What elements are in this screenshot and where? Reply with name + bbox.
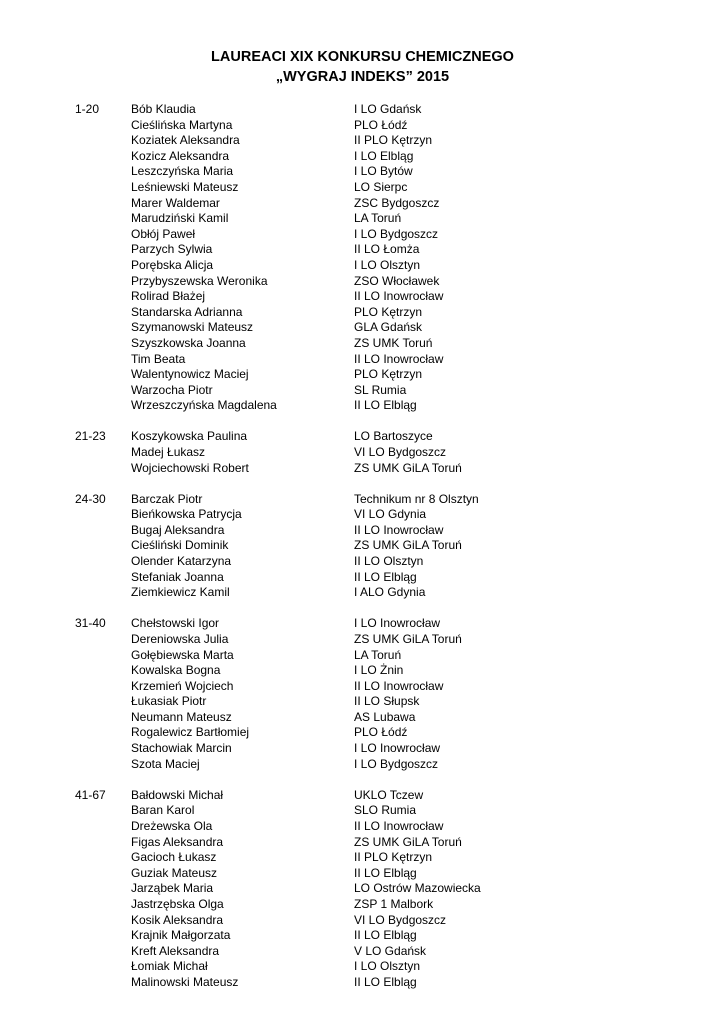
laureate-row (75, 445, 675, 461)
laureate-row (75, 632, 675, 648)
laureate-name: Rogalewicz Bartłomiej (131, 725, 250, 740)
laureate-name: Leśniewski Mateusz (131, 179, 239, 194)
laureate-row (75, 554, 675, 570)
laureate-name: Warzocha Piotr (131, 382, 213, 397)
laureate-school: I LO Olsztyn (354, 959, 421, 974)
rank-range (75, 211, 131, 227)
laureate-row (75, 725, 675, 741)
laureate-name: Przybyszewska Weronika (131, 273, 268, 288)
laureate-school: LA Toruń (354, 647, 402, 662)
laureate-name: Koziatek Aleksandra (131, 133, 240, 148)
laureate-school: LO Sierpc (354, 179, 408, 194)
laureate-name: Kosik Aleksandra (131, 912, 224, 927)
laureate-school: V LO Gdańsk (354, 943, 427, 958)
rank-group (75, 429, 675, 476)
rank-range: 31-40 (75, 616, 106, 631)
laureate-school: II LO Elbląg (354, 974, 417, 989)
laureate-school: II PLO Kętrzyn (354, 133, 433, 148)
rank-range: 21-23 (75, 429, 106, 444)
rank-range (75, 258, 131, 274)
rank-range (75, 881, 131, 897)
laureate-row (75, 305, 675, 321)
laureate-school: I LO Bydgoszcz (354, 226, 439, 241)
laureate-name: Stachowiak Marcin (131, 741, 232, 756)
laureate-name: Szyszkowska Joanna (131, 335, 246, 350)
rank-range (75, 274, 131, 290)
rank-group (75, 102, 675, 414)
laureate-row (75, 679, 675, 695)
laureate-school: I LO Olsztyn (354, 257, 421, 272)
laureate-row (75, 913, 675, 929)
laureate-row (75, 383, 675, 399)
laureate-name: Madej Łukasz (131, 444, 206, 459)
laureate-school: ZS UMK Toruń (354, 335, 433, 350)
laureate-name: Kreft Aleksandra (131, 943, 220, 958)
rank-range: 41-67 (75, 787, 106, 802)
rank-range (75, 975, 131, 991)
laureate-name: Bałdowski Michał (131, 787, 224, 802)
laureate-name: Koszykowska Paulina (131, 429, 248, 444)
laureate-school: VI LO Gdynia (354, 507, 427, 522)
laureate-name: Marudziński Kamil (131, 211, 229, 226)
laureate-school: AS Lubawa (354, 709, 416, 724)
laureate-school: LO Bartoszyce (354, 429, 433, 444)
laureate-row (75, 975, 675, 991)
laureate-name: Rolirad Błażej (131, 289, 206, 304)
laureate-name: Szymanowski Mateusz (131, 320, 254, 335)
document-title-line1: LAUREACI XIX KONKURSU CHEMICZNEGO (211, 49, 514, 65)
laureate-name: Krajnik Małgorzata (131, 928, 231, 943)
laureate-name: Kozicz Aleksandra (131, 148, 230, 163)
laureate-name: Porębska Alicja (131, 257, 214, 272)
laureate-row (75, 616, 675, 632)
rank-range (75, 445, 131, 461)
laureate-school: ZS UMK GiLA Toruń (354, 538, 462, 553)
laureate-row (75, 118, 675, 134)
rank-range (75, 461, 131, 477)
laureate-school: I LO Bytów (354, 164, 413, 179)
laureate-row (75, 336, 675, 352)
rank-range (75, 352, 131, 368)
rank-range (75, 570, 131, 586)
laureate-row (75, 492, 675, 508)
rank-range (75, 398, 131, 414)
rank-range (75, 180, 131, 196)
laureate-name: Parzych Sylwia (131, 242, 213, 257)
rank-range (75, 897, 131, 913)
laureate-row (75, 180, 675, 196)
laureate-row (75, 227, 675, 243)
laureate-name: Tim Beata (131, 351, 186, 366)
laureate-school: I LO Żnin (354, 663, 404, 678)
laureate-school: II LO Olsztyn (354, 554, 424, 569)
laureate-name: Szota Maciej (131, 756, 200, 771)
laureate-name: Łukasiak Piotr (131, 694, 207, 709)
rank-group (75, 492, 675, 601)
laureate-school: II LO Inowrocław (354, 818, 444, 833)
laureate-name: Wrzeszczyńska Magdalena (131, 398, 277, 413)
laureate-row (75, 866, 675, 882)
laureate-school: I LO Bydgoszcz (354, 756, 439, 771)
laureate-school: SLO Rumia (354, 803, 417, 818)
rank-range (75, 507, 131, 523)
rank-range (75, 305, 131, 321)
laureate-row (75, 352, 675, 368)
laureate-school: LO Ostrów Mazowiecka (354, 881, 481, 896)
rank-range (75, 196, 131, 212)
laureate-school: ZSC Bydgoszcz (354, 195, 440, 210)
laureate-row (75, 959, 675, 975)
rank-range (75, 866, 131, 882)
laureate-name: Olender Katarzyna (131, 554, 232, 569)
laureate-name: Wojciechowski Robert (131, 460, 249, 475)
rank-range (75, 819, 131, 835)
laureate-row (75, 398, 675, 414)
rank-range (75, 710, 131, 726)
laureate-name: Gołębiewska Marta (131, 647, 234, 662)
laureate-school: I ALO Gdynia (354, 585, 426, 600)
rank-group (75, 788, 675, 991)
rank-range: 1-20 (75, 102, 100, 116)
rank-range (75, 164, 131, 180)
laureate-school: VI LO Bydgoszcz (354, 444, 447, 459)
laureate-school: ZS UMK GiLA Toruń (354, 460, 462, 475)
laureate-row (75, 881, 675, 897)
rank-range (75, 336, 131, 352)
laureate-school: PLO Łódź (354, 725, 408, 740)
laureate-school: GLA Gdańsk (354, 320, 423, 335)
laureate-name: Ziemkiewicz Kamil (131, 585, 230, 600)
laureate-school: II LO Inowrocław (354, 522, 444, 537)
laureate-name: Barczak Piotr (131, 491, 203, 506)
laureate-name: Obłój Paweł (131, 226, 196, 241)
laureate-school: II LO Elbląg (354, 398, 417, 413)
rank-range (75, 227, 131, 243)
laureate-row (75, 835, 675, 851)
laureate-row (75, 850, 675, 866)
laureate-school: II LO Łomża (354, 242, 420, 257)
laureate-name: Cieśliński Dominik (131, 538, 229, 553)
laureate-row (75, 211, 675, 227)
rank-range (75, 149, 131, 165)
rank-range (75, 850, 131, 866)
laureate-school: II LO Elbląg (354, 928, 417, 943)
laureate-name: Łomiak Michał (131, 959, 208, 974)
rank-range (75, 725, 131, 741)
document-title-line2: „WYGRAJ INDEKS” 2015 (275, 69, 450, 85)
rank-range (75, 585, 131, 601)
rank-range (75, 554, 131, 570)
rank-range (75, 538, 131, 554)
laureate-name: Bugaj Aleksandra (131, 522, 225, 537)
laureate-school: II PLO Kętrzyn (354, 850, 433, 865)
laureate-name: Standarska Adrianna (131, 304, 243, 319)
laureate-name: Neumann Mateusz (131, 709, 232, 724)
laureate-row (75, 788, 675, 804)
laureate-row (75, 102, 675, 118)
laureate-name: Chełstowski Igor (131, 616, 220, 631)
laureate-school: LA Toruń (354, 211, 402, 226)
laureate-name: Malinowski Mateusz (131, 974, 239, 989)
laureate-school: I LO Elbląg (354, 148, 414, 163)
rank-range (75, 632, 131, 648)
rank-group (75, 616, 675, 772)
laureate-row (75, 196, 675, 212)
laureate-school: II LO Słupsk (354, 694, 420, 709)
laureate-row (75, 741, 675, 757)
laureate-school: ZS UMK GiLA Toruń (354, 834, 462, 849)
laureate-row (75, 757, 675, 773)
laureate-school: PLO Łódź (354, 117, 408, 132)
rank-range (75, 679, 131, 695)
laureate-row (75, 694, 675, 710)
laureate-school: ZSP 1 Malbork (354, 896, 434, 911)
rank-range (75, 944, 131, 960)
laureate-row (75, 663, 675, 679)
laureate-school: II LO Inowrocław (354, 289, 444, 304)
laureate-row (75, 274, 675, 290)
rank-range (75, 367, 131, 383)
rank-range (75, 383, 131, 399)
laureate-row (75, 461, 675, 477)
laureate-school: VI LO Bydgoszcz (354, 912, 447, 927)
rank-range (75, 835, 131, 851)
rank-range (75, 320, 131, 336)
laureate-school: ZSO Włocławek (354, 273, 440, 288)
laureate-name: Bób Klaudia (131, 102, 196, 116)
laureate-row (75, 648, 675, 664)
laureate-school: ZS UMK GiLA Toruń (354, 631, 462, 646)
laureate-row (75, 570, 675, 586)
rank-range (75, 523, 131, 539)
laureate-school: I LO Gdańsk (354, 102, 422, 116)
laureate-row (75, 242, 675, 258)
laureate-school: II LO Inowrocław (354, 678, 444, 693)
laureate-name: Cieślińska Martyna (131, 117, 233, 132)
laureate-row (75, 429, 675, 445)
laureate-name: Bieńkowska Patrycja (131, 507, 242, 522)
laureate-row (75, 944, 675, 960)
rank-range (75, 741, 131, 757)
laureate-row (75, 320, 675, 336)
laureate-school: PLO Kętrzyn (354, 304, 423, 319)
laureate-name: Dreżewska Ola (131, 818, 213, 833)
rank-range (75, 133, 131, 149)
rank-range (75, 913, 131, 929)
laureate-name: Dereniowska Julia (131, 631, 229, 646)
laureate-name: Figas Aleksandra (131, 834, 224, 849)
rank-range (75, 959, 131, 975)
rank-range (75, 757, 131, 773)
laureate-row (75, 928, 675, 944)
laureate-row (75, 897, 675, 913)
laureate-name: Jarząbek Maria (131, 881, 214, 896)
laureate-name: Leszczyńska Maria (131, 164, 234, 179)
laureate-row (75, 585, 675, 601)
laureate-row (75, 710, 675, 726)
rank-range: 24-30 (75, 491, 106, 506)
rank-range (75, 803, 131, 819)
laureate-name: Marer Waldemar (131, 195, 220, 210)
rank-range (75, 118, 131, 134)
laureate-name: Guziak Mateusz (131, 865, 218, 880)
laureate-school: PLO Kętrzyn (354, 367, 423, 382)
rank-range (75, 242, 131, 258)
laureate-school: II LO Elbląg (354, 865, 417, 880)
laureate-list (75, 102, 675, 1006)
laureate-row (75, 258, 675, 274)
laureate-row (75, 289, 675, 305)
laureate-school: I LO Inowrocław (354, 741, 441, 756)
rank-range (75, 289, 131, 305)
laureate-school: Technikum nr 8 Olsztyn (354, 491, 479, 506)
rank-range (75, 694, 131, 710)
rank-range (75, 928, 131, 944)
rank-range (75, 663, 131, 679)
laureate-school: II LO Inowrocław (354, 351, 444, 366)
laureate-row (75, 133, 675, 149)
laureate-school: SL Rumia (354, 382, 407, 397)
laureate-school: II LO Elbląg (354, 569, 417, 584)
laureate-name: Gacioch Łukasz (131, 850, 217, 865)
laureate-school: UKLO Tczew (354, 787, 424, 802)
laureate-row (75, 507, 675, 523)
laureate-row (75, 803, 675, 819)
laureate-name: Kowalska Bogna (131, 663, 221, 678)
laureate-name: Jastrzębska Olga (131, 896, 224, 911)
laureate-name: Krzemień Wojciech (131, 678, 234, 693)
laureate-name: Walentynowicz Maciej (131, 367, 249, 382)
laureate-row (75, 149, 675, 165)
laureate-school: I LO Inowrocław (354, 616, 441, 631)
laureate-name: Stefaniak Joanna (131, 569, 224, 584)
laureate-row (75, 164, 675, 180)
rank-range (75, 648, 131, 664)
laureate-row (75, 523, 675, 539)
laureate-row (75, 819, 675, 835)
laureate-row (75, 367, 675, 383)
laureate-name: Baran Karol (131, 803, 195, 818)
laureate-row (75, 538, 675, 554)
